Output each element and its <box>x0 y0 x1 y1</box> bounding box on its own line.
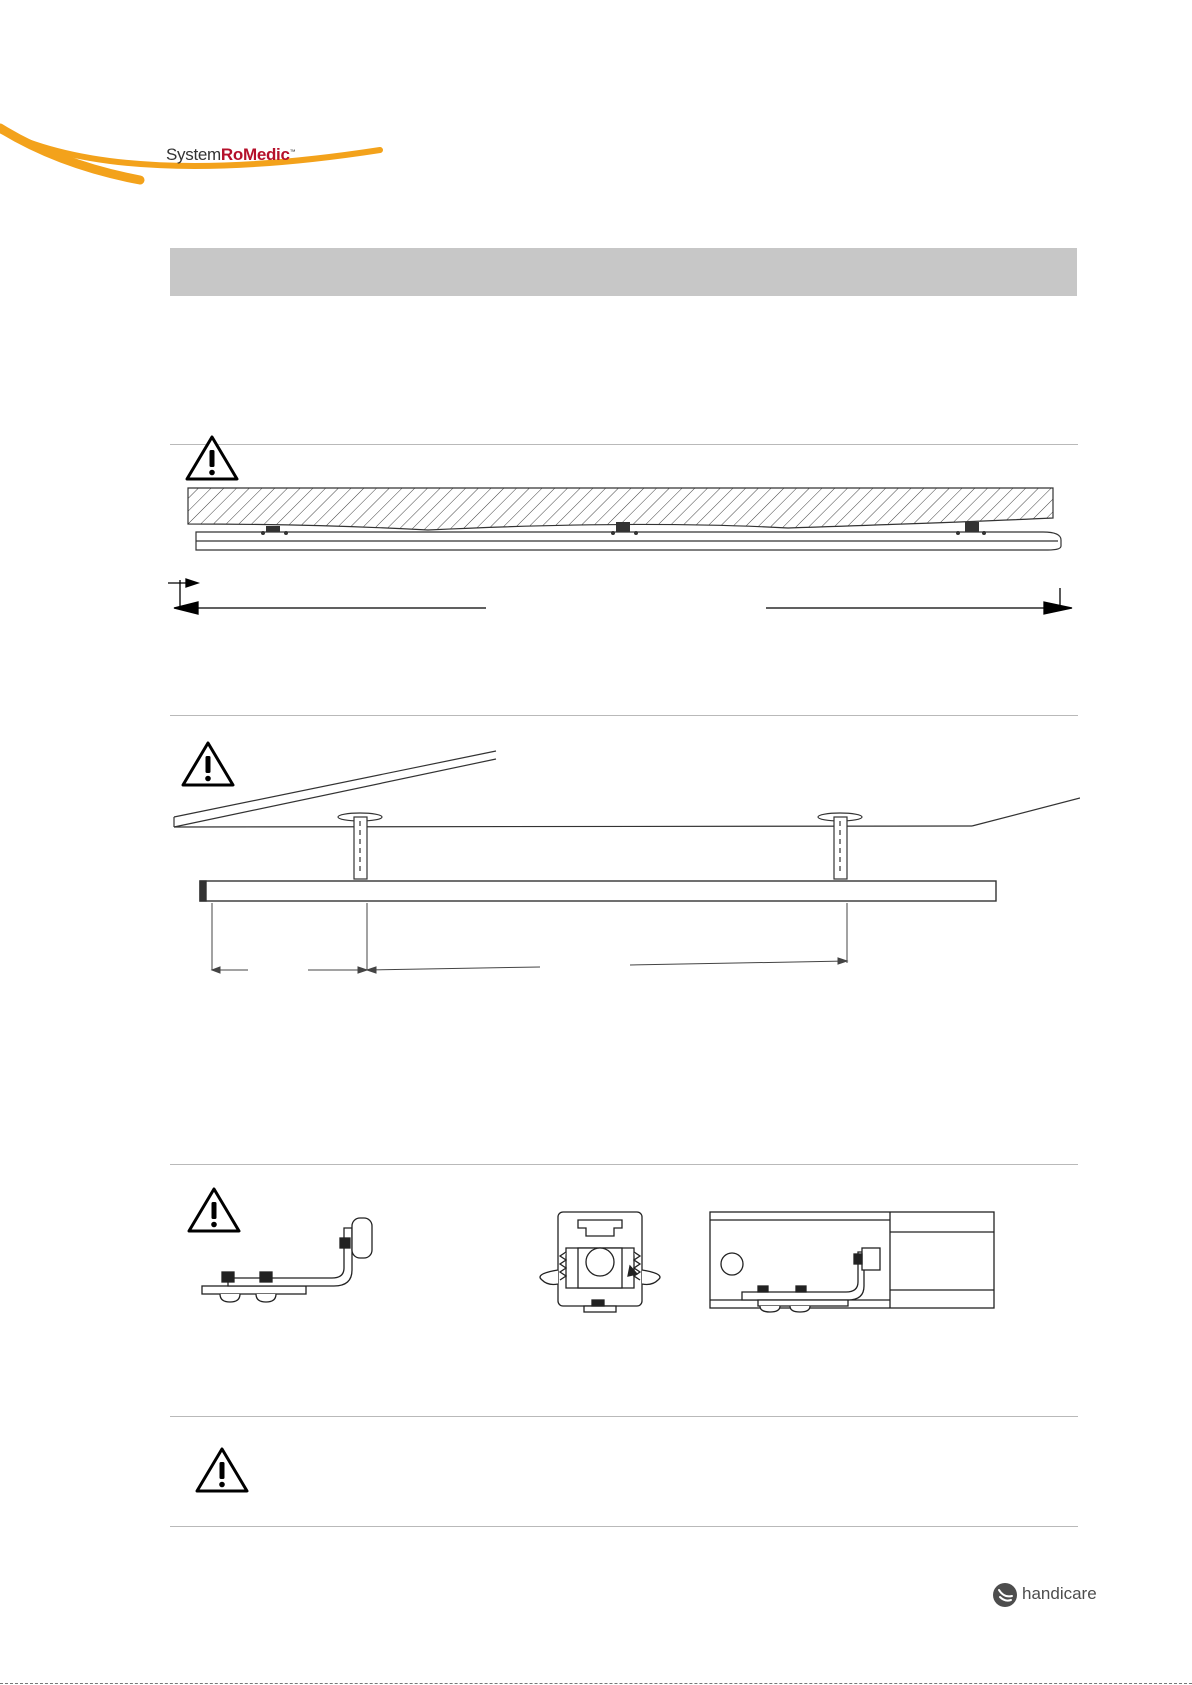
warning-triangle-icon <box>184 434 240 482</box>
rail-profile <box>196 532 1061 550</box>
ceiling-plane <box>174 751 1080 827</box>
rail-suspension-figure <box>168 745 1080 985</box>
rail-bar <box>200 881 996 901</box>
rail-bracket-top-view <box>706 1208 998 1314</box>
brand-name-part2: RoMedic <box>220 145 290 164</box>
brand-logo <box>166 145 295 165</box>
rail-cross-section <box>530 1208 670 1314</box>
brand-trademark: ™ <box>289 149 296 156</box>
warning-triangle-icon <box>194 1446 250 1494</box>
section-divider <box>170 444 1078 445</box>
section-divider <box>170 1526 1078 1527</box>
l-bracket-side-view <box>200 1210 390 1310</box>
section-divider <box>170 1164 1078 1165</box>
suspension-rods <box>338 813 862 879</box>
dimension-arrow <box>168 579 1072 614</box>
rail-ceiling-figure <box>168 480 1080 622</box>
footer-logo-text: handicare <box>1022 1584 1097 1603</box>
page-bottom-border <box>0 1683 1192 1684</box>
brand-name-part1: System <box>166 145 221 164</box>
dimension-lines <box>212 903 847 973</box>
section-divider <box>170 1416 1078 1417</box>
section-divider <box>170 715 1078 716</box>
section-header-band <box>170 248 1077 296</box>
